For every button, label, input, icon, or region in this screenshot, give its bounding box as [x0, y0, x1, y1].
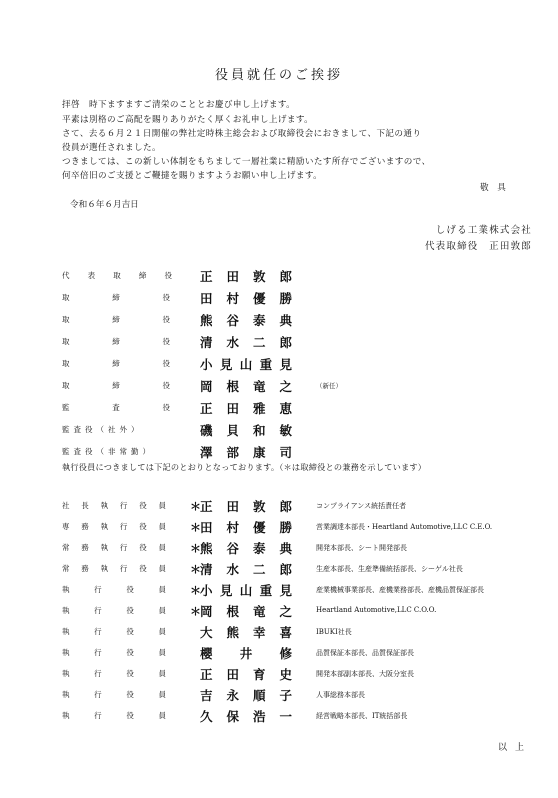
greeting-line: 拝啓 時下ますますご清栄のこととお慶び申し上げます。 [62, 100, 296, 110]
concurrent-mark: ＊ [190, 521, 201, 534]
concurrent-mark: ＊ [190, 542, 201, 555]
officer-name: 熊 谷 泰 典 [200, 313, 292, 328]
executive-intro: 執行役員につきましては下記のとおりとなっております。（＊は取締役との兼務を示しています） [62, 462, 427, 472]
executive-title: 執 行 役 員 [62, 711, 166, 720]
executive-role: 品質保証本部長、品質保証部長 [316, 649, 414, 657]
executive-title: 常 務 執 行 役 員 [62, 564, 166, 573]
executive-name: 正 田 敦 郎 [200, 499, 292, 514]
executive-role: 人事総務本部長 [316, 691, 365, 699]
greeting-line: 平素は別格のご高配を賜りありがたく厚くお礼申し上げます。 [62, 115, 314, 125]
date: 令和６年６月吉日 [70, 200, 139, 210]
officer-name: 田 村 優 勝 [200, 291, 292, 306]
officer-title: 取 締 役 [62, 337, 170, 346]
executive-role: 開発本部副本部長、大阪分室長 [316, 670, 414, 678]
greeting-line: つきましては、この新しい体制をもちまして一層社業に精励いたす所存でございますので、 [62, 157, 431, 167]
officer-title: 取 締 役 [62, 293, 170, 302]
concurrent-mark: ＊ [190, 584, 201, 597]
officer-name: 正 田 雅 恵 [200, 401, 292, 416]
executive-title: 執 行 役 員 [62, 690, 166, 699]
executive-name: 小 見 山 重 見 [200, 583, 292, 598]
executive-title: 執 行 役 員 [62, 648, 166, 657]
executive-role: 経営戦略本部長、IT統括部長 [316, 712, 408, 720]
concurrent-mark: ＊ [190, 500, 201, 513]
concurrent-mark: ＊ [190, 563, 201, 576]
executive-name: 田 村 優 勝 [200, 520, 292, 535]
officer-name: 澤 部 康 司 [200, 445, 292, 460]
executive-title: 執 行 役 員 [62, 585, 166, 594]
executive-name: 吉 永 順 子 [200, 688, 292, 703]
executive-name: 正 田 育 史 [200, 667, 292, 682]
executive-name: 大 熊 幸 喜 [200, 625, 292, 640]
page-title: 役員就任のご挨拶 [214, 68, 343, 83]
executive-name: 櫻 井 修 [200, 646, 292, 661]
officer-note: （新任） [316, 382, 342, 390]
executive-title: 執 行 役 員 [62, 669, 166, 678]
executive-title: 執 行 役 員 [62, 627, 166, 636]
officer-name: 清 水 二 郎 [200, 335, 292, 350]
executive-role: IBUKI社長 [316, 628, 352, 636]
executive-role: Heartland Automotive,LLC C.O.O. [316, 606, 437, 614]
executive-name: 熊 谷 泰 典 [200, 541, 292, 556]
executive-role: コンプライアンス統括責任者 [316, 502, 407, 510]
officer-title: 監査役（社外） [62, 425, 143, 434]
executive-title: 社 長 執 行 役 員 [62, 501, 166, 510]
officer-title: 監 査 役 [62, 403, 170, 412]
officer-title: 監査役（非常勤） [62, 447, 154, 456]
executive-role: 生産本部長、生産準備統括部長、シーゲル社長 [316, 565, 463, 573]
keigu: 敬 具 [480, 183, 506, 193]
officer-title: 取 締 役 [62, 381, 170, 390]
concurrent-mark: ＊ [190, 605, 201, 618]
greeting-line: 何卒倍旧のご支援とご鞭撻を賜りますようお願い申し上げます。 [62, 171, 323, 181]
executive-role: 営業調達本部長・Heartland Automotive,LLC C.E.O. [316, 523, 493, 531]
executive-name: 岡 根 竜 之 [200, 604, 292, 619]
officer-title: 取 締 役 [62, 359, 170, 368]
executive-role: 産業機械事業部長、産機業務部長、産機品質保証部長 [316, 586, 484, 594]
representative: 代表取締役 正田敦郎 [424, 241, 532, 252]
executive-title: 常 務 執 行 役 員 [62, 543, 166, 552]
executive-name: 清 水 二 郎 [200, 562, 292, 577]
officer-name: 磯 貝 和 敏 [200, 423, 292, 438]
officer-title: 代 表 取 締 役 [62, 271, 172, 280]
closing: 以上 [498, 743, 533, 753]
officer-name: 小 見 山 重 見 [200, 357, 292, 372]
officer-name: 正 田 敦 郎 [200, 269, 292, 284]
executive-name: 久 保 浩 一 [200, 709, 292, 724]
greeting-line: 役員が選任されました。 [62, 143, 161, 153]
executive-title: 専 務 執 行 役 員 [62, 522, 166, 531]
greeting-line: さて、去る６月２１日開催の弊社定時株主総会および取締役会におきまして、下記の通り [62, 129, 422, 139]
officer-name: 岡 根 竜 之 [200, 379, 292, 394]
officer-title: 取 締 役 [62, 315, 170, 324]
company-name: しげる工業株式会社 [435, 225, 532, 236]
executive-role: 開発本部長、シート開発部長 [316, 544, 407, 552]
executive-title: 執 行 役 員 [62, 606, 166, 615]
